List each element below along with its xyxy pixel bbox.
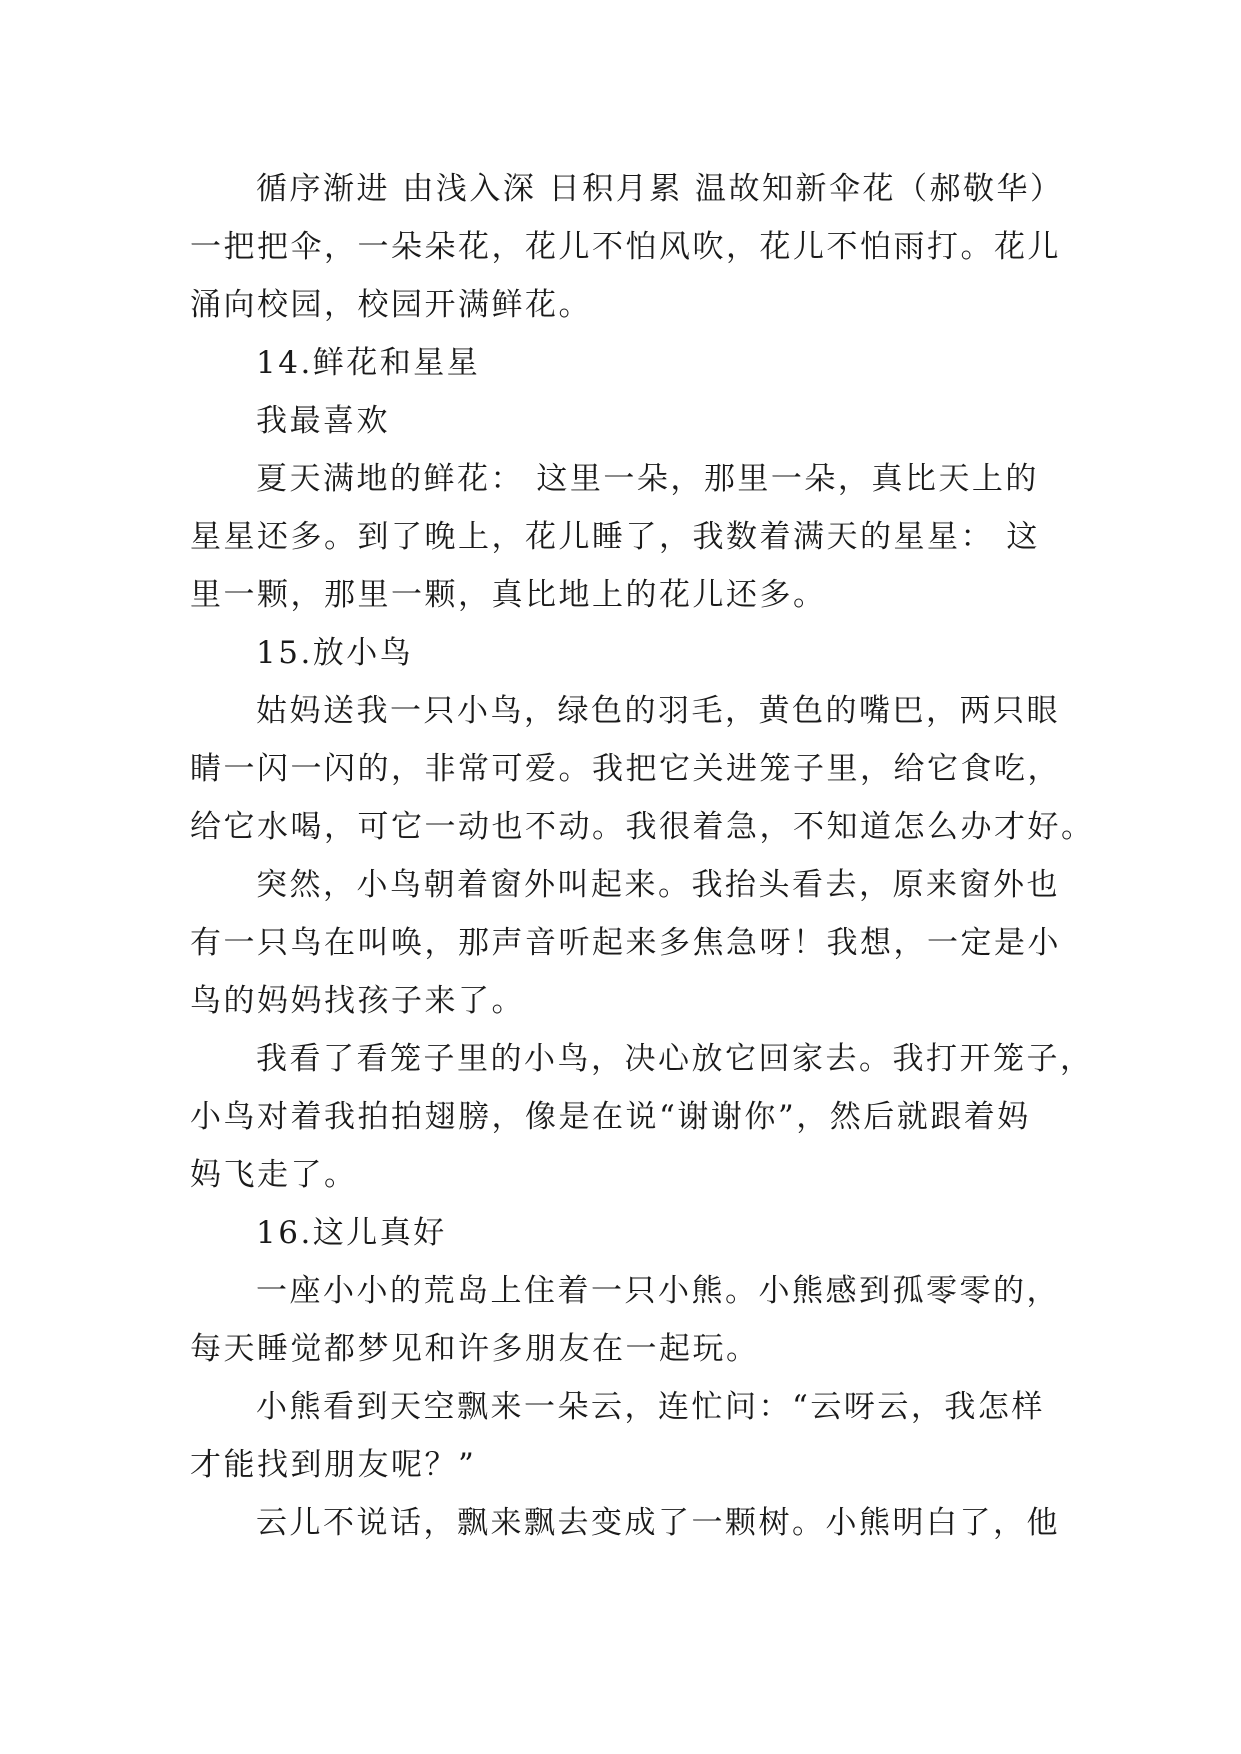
text-line: 每天睡觉都梦见和许多朋友在一起玩。 xyxy=(190,1331,760,1367)
text-line: 一把把伞，一朵朵花，花儿不怕风吹，花儿不怕雨打。花儿 xyxy=(190,229,1061,265)
text-line: 姑妈送我一只小鸟，绿色的羽毛，黄色的嘴巴，两只眼 xyxy=(256,693,1060,729)
text-line: 给它水喝，可它一动也不动。我很着急，不知道怎么办才好。 xyxy=(190,809,1095,845)
text-line: 一座小小的荒岛上住着一只小熊。小熊感到孤零零的， xyxy=(256,1273,1060,1309)
text-line: 云儿不说话，飘来飘去变成了一颗树。小熊明白了，他 xyxy=(256,1505,1060,1541)
text-line: 循序渐进 由浅入深 日积月累 温故知新伞花（郝敬华） xyxy=(256,171,1064,207)
text-line: 突然，小鸟朝着窗外叫起来。我抬头看去，原来窗外也 xyxy=(256,867,1060,903)
text-line: 小熊看到天空飘来一朵云，连忙问：“云呀云，我怎样 xyxy=(256,1389,1045,1425)
text-line: 有一只鸟在叫唤，那声音听起来多焦急呀！我想，一定是小 xyxy=(190,925,1061,961)
section-heading: 16.这儿真好 xyxy=(256,1215,447,1251)
text-line: 鸟的妈妈找孩子来了。 xyxy=(190,983,525,1019)
section-heading: 15.放小鸟 xyxy=(256,635,414,671)
text-line: 我看了看笼子里的小鸟，决心放它回家去。我打开笼子， xyxy=(256,1041,1094,1077)
document-page xyxy=(190,160,1095,1552)
text-line: 涌向校园，校园开满鲜花。 xyxy=(190,287,592,323)
text-line: 小鸟对着我拍拍翅膀，像是在说“谢谢你”，然后就跟着妈 xyxy=(190,1099,1031,1135)
section-heading: 14.鲜花和星星 xyxy=(256,345,481,381)
text-line: 我最喜欢 xyxy=(256,403,390,439)
text-line: 星星还多。到了晚上，花儿睡了，我数着满天的星星： 这 xyxy=(190,519,1040,555)
text-line: 睛一闪一闪的，非常可爱。我把它关进笼子里，给它食吃， xyxy=(190,751,1061,787)
text-line: 里一颗，那里一颗，真比地上的花儿还多。 xyxy=(190,577,827,613)
text-line: 才能找到朋友呢？” xyxy=(190,1447,477,1483)
text-line: 妈飞走了。 xyxy=(190,1157,358,1193)
text-line: 夏天满地的鲜花： 这里一朵，那里一朵，真比天上的 xyxy=(256,461,1039,497)
